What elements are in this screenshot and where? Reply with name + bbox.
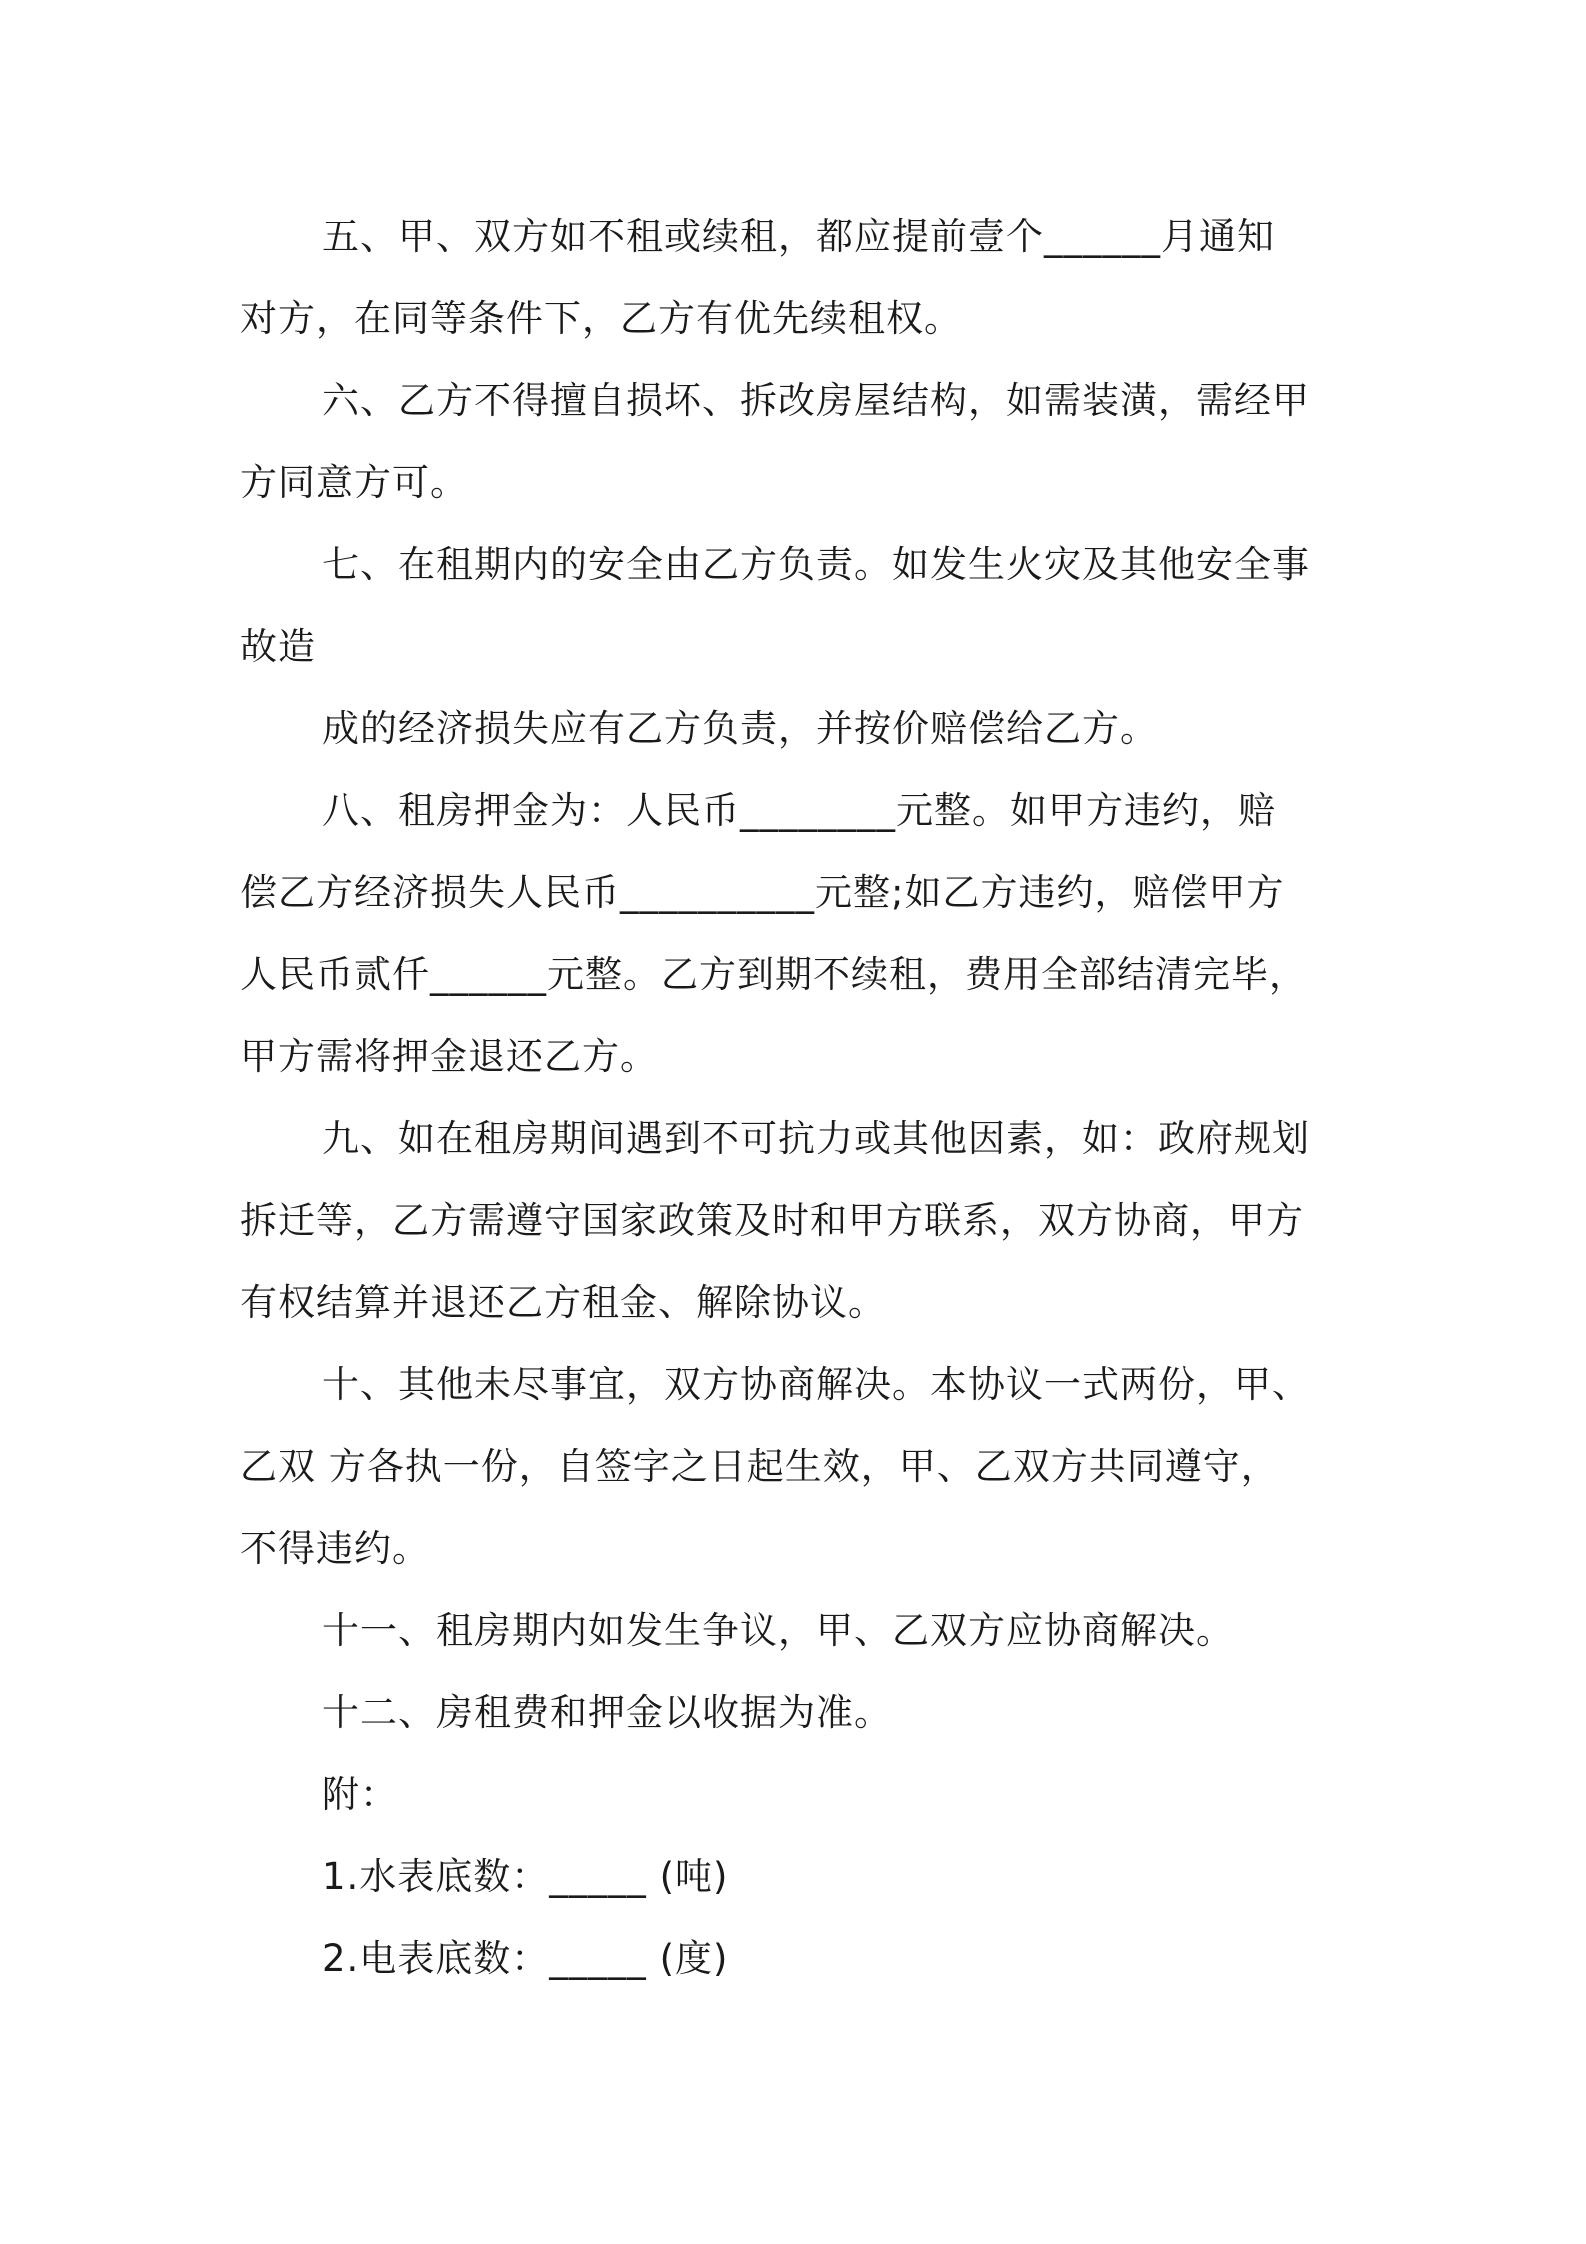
clause-9-line-3: 有权结算并退还乙方租金、解除协议。 [240, 1281, 886, 1324]
clause-7-line-1: 七、在租期内的安全由乙方负责。如发生火灾及其他安全事 [322, 543, 1310, 586]
clause-5-line-1: 五、甲、双方如不租或续租，都应提前壹个______月通知 [322, 215, 1275, 258]
clause-8-line-3: 人民币贰仟______元整。乙方到期不续租，费用全部结清完毕， [240, 953, 1307, 996]
clause-6-line-2: 方同意方可。 [240, 461, 468, 504]
clause-6-line-1: 六、乙方不得擅自损坏、拆改房屋结构，如需装潢，需经甲 [322, 379, 1310, 422]
document-body [240, 196, 1360, 2000]
clause-10-line-3: 不得违约。 [240, 1527, 430, 1570]
clause-10-line-1: 十、其他未尽事宜，双方协商解决。本协议一式两份，甲、 [322, 1363, 1310, 1406]
clause-9-line-1: 九、如在租房期间遇到不可抗力或其他因素，如：政府规划 [322, 1117, 1310, 1160]
clause-8-line-1: 八、租房押金为：人民币________元整。如甲方违约，赔 [322, 789, 1276, 832]
clause-8-line-2: 偿乙方经济损失人民币__________元整;如乙方违约，赔偿甲方 [240, 871, 1285, 914]
clause-7-line-2: 故造 [240, 625, 316, 668]
clause-11-line-1: 十一、租房期内如发生争议，甲、乙双方应协商解决。 [322, 1609, 1234, 1652]
clause-8-line-4: 甲方需将押金退还乙方。 [240, 1035, 658, 1078]
clause-12-line-1: 十二、房租费和押金以收据为准。 [322, 1691, 892, 1734]
clause-10-line-2: 乙双 方各执一份，自签字之日起生效，甲、乙双方共同遵守， [240, 1445, 1279, 1488]
electric-meter-reading: 2.电表底数：_____ (度) [322, 1937, 729, 1980]
water-meter-reading: 1.水表底数：_____ (吨) [322, 1855, 729, 1898]
clause-7-line-3: 成的经济损失应有乙方负责，并按价赔偿给乙方。 [322, 707, 1158, 750]
clause-9-line-2: 拆迁等，乙方需遵守国家政策及时和甲方联系，双方协商，甲方 [240, 1199, 1304, 1242]
appendix-heading: 附： [322, 1773, 398, 1816]
clause-5-line-2: 对方，在同等条件下，乙方有优先续租权。 [240, 297, 962, 340]
